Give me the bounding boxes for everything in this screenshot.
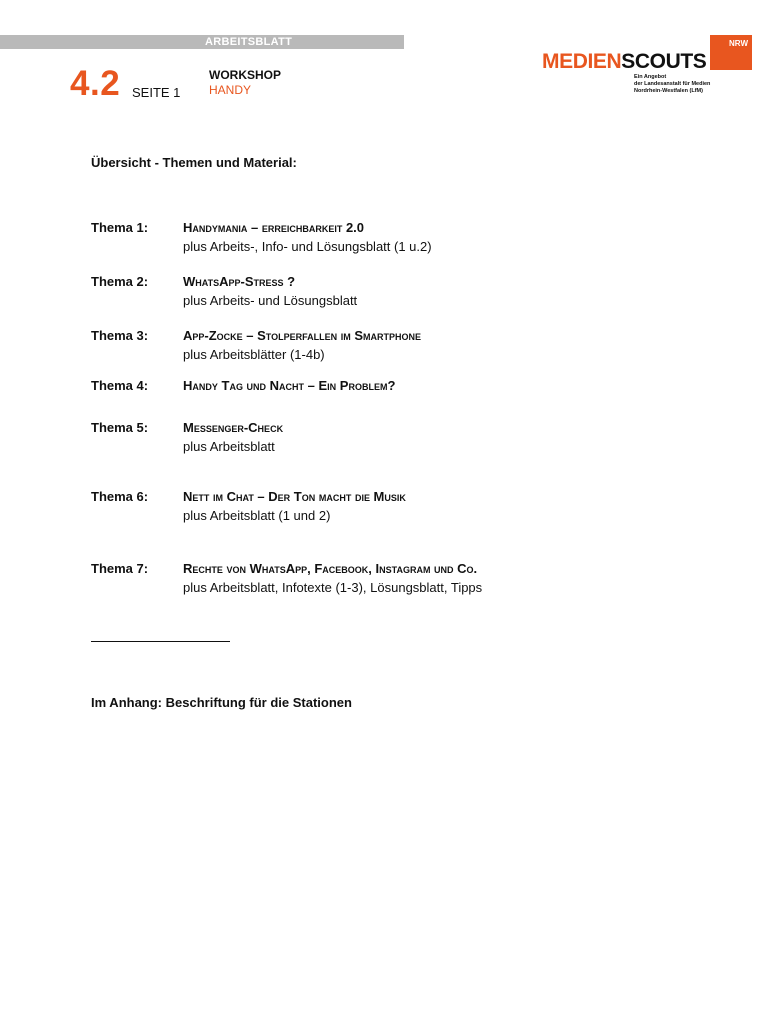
- theme-label: Thema 3:: [91, 328, 149, 343]
- logo-wordmark: [542, 50, 706, 74]
- nrw-badge-label: NRW: [729, 39, 748, 48]
- workshop-subtitle: HANDY: [209, 83, 252, 97]
- theme-title: Rechte von WhatsApp, Facebook, Instagram und Co.: [183, 561, 478, 576]
- theme-label: Thema 6:: [91, 489, 149, 504]
- theme-title: Nett im Chat – Der Ton macht die Musik: [183, 489, 406, 504]
- theme-description: plus Arbeitsblatt (1 und 2): [183, 508, 331, 523]
- logo-word-medien: MEDIEN: [542, 50, 622, 73]
- sheet-label: ARBEITSBLATT: [205, 36, 293, 48]
- theme-title: WhatsApp-Stress ?: [183, 274, 296, 289]
- theme-description: plus Arbeitsblatt, Infotexte (1-3), Lösungsblatt, Tipps: [183, 580, 483, 595]
- theme-description: plus Arbeitsblätter (1-4b): [183, 347, 325, 362]
- theme-label: Thema 4:: [91, 378, 149, 393]
- separator-line: [91, 641, 230, 642]
- theme-label: Thema 2:: [91, 274, 149, 289]
- theme-label: Thema 5:: [91, 420, 149, 435]
- theme-label: Thema 7:: [91, 561, 149, 576]
- theme-description: plus Arbeits-, Info- und Lösungsblatt (1 u.2): [183, 239, 432, 254]
- nrw-badge: [710, 35, 752, 70]
- logo-tagline-line: Nordrhein-Westfalen (LfM): [634, 88, 703, 94]
- theme-description: plus Arbeitsblatt: [183, 439, 275, 454]
- theme-title: Handy Tag und Nacht – Ein Problem?: [183, 378, 396, 393]
- workshop-title: WORKSHOP: [209, 68, 281, 82]
- medienscouts-logo: [542, 35, 752, 105]
- page-label: SEITE 1: [132, 85, 181, 100]
- logo-tagline-line: der Landesanstalt für Medien: [634, 81, 711, 87]
- appendix-note: Im Anhang: Beschriftung für die Stationen: [91, 695, 352, 710]
- theme-title: App-Zocke – Stolperfallen im Smartphone: [183, 328, 422, 343]
- sheet-number: 4.2: [70, 64, 121, 103]
- overview-heading: Übersicht - Themen und Material:: [91, 155, 297, 170]
- theme-title: Messenger-Check: [183, 420, 284, 435]
- theme-title: Handymania – erreichbarkeit 2.0: [183, 220, 365, 235]
- logo-tagline: [634, 74, 754, 95]
- logo-tagline-line: Ein Angebot: [634, 74, 667, 80]
- theme-description: plus Arbeits- und Lösungsblatt: [183, 293, 358, 308]
- sheet-header-bar: [0, 35, 404, 49]
- theme-label: Thema 1:: [91, 220, 149, 235]
- logo-word-scouts: SCOUTS: [621, 50, 707, 73]
